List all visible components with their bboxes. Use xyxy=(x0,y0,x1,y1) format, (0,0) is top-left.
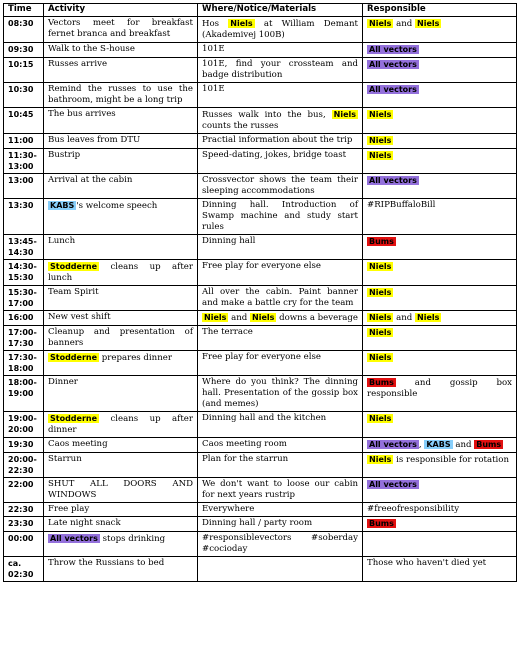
cell-text: #responsiblevectors #soberday #cocioday xyxy=(202,533,358,554)
responsible-cell xyxy=(363,438,517,453)
yellow-highlight: Niels xyxy=(230,19,253,28)
yellow-highlight: Niels xyxy=(369,136,392,145)
yellow-highlight: Niels xyxy=(417,313,440,322)
where-cell xyxy=(198,43,363,58)
time-text: 19:00 xyxy=(8,389,34,398)
cell-text: Dinning hall / party room xyxy=(202,518,313,528)
time-text: 00:00 xyxy=(8,534,34,543)
cell-text: SHUT ALL DOORS AND WINDOWS xyxy=(48,479,193,500)
responsible-cell xyxy=(363,453,517,478)
purple-highlight: All vectors xyxy=(369,176,417,185)
time-cell xyxy=(4,376,44,412)
table-row xyxy=(4,286,517,311)
table-row xyxy=(4,438,517,453)
time-cell xyxy=(4,134,44,149)
yellow-highlight: Niels xyxy=(417,19,440,28)
cell-text: Caos meeting xyxy=(48,439,108,449)
time-cell xyxy=(4,260,44,286)
where-cell xyxy=(198,134,363,149)
time-cell xyxy=(4,311,44,326)
responsible-cell xyxy=(363,351,517,376)
cell-text: Starrun xyxy=(48,454,82,464)
yellow-highlight: Niels xyxy=(369,328,392,337)
time-cell xyxy=(4,174,44,199)
purple-highlight: All vectors xyxy=(369,60,417,69)
time-text: 14:30- xyxy=(8,262,37,271)
time-text: 22:30 xyxy=(8,505,34,514)
yellow-highlight: Niels xyxy=(369,19,392,28)
where-cell xyxy=(198,557,363,582)
activity-cell xyxy=(44,43,198,58)
time-cell xyxy=(4,453,44,478)
purple-highlight: All vectors xyxy=(50,534,98,543)
cell-text: Crossvector shows the team their sleeping accommodations xyxy=(202,175,358,196)
cell-text: and xyxy=(452,440,475,450)
responsible-cell xyxy=(363,83,517,108)
cell-text: Arrival at the cabin xyxy=(48,175,133,185)
time-cell xyxy=(4,326,44,351)
cell-text: is responsible for rotation xyxy=(393,455,510,465)
cell-text: and xyxy=(393,19,415,29)
time-cell xyxy=(4,351,44,376)
where-cell xyxy=(198,503,363,517)
time-text: 15:30 xyxy=(8,273,34,282)
purple-highlight: All vectors xyxy=(369,440,417,449)
cell-text: Bus leaves from DTU xyxy=(48,135,141,145)
time-text: 23:30 xyxy=(8,519,34,528)
time-cell xyxy=(4,149,44,174)
activity-cell xyxy=(44,149,198,174)
time-text: 10:45 xyxy=(8,110,34,119)
yellow-highlight: Niels xyxy=(369,313,392,322)
blue-highlight: KABS xyxy=(426,440,451,449)
cell-text: Russes arrive xyxy=(48,59,108,69)
time-cell xyxy=(4,286,44,311)
table-row xyxy=(4,517,517,532)
cell-text: Cleanup and presentation of banners xyxy=(48,327,193,348)
yellow-highlight: Niels xyxy=(252,313,275,322)
activity-cell xyxy=(44,438,198,453)
cell-text: Where do you think? The dinning hall. Presentation of the gossip box (and memes) xyxy=(202,377,358,409)
cell-text: 101E xyxy=(202,44,225,54)
yellow-highlight: Niels xyxy=(369,455,392,464)
table-row xyxy=(4,532,517,557)
time-cell xyxy=(4,199,44,235)
table-row xyxy=(4,351,517,376)
responsible-cell xyxy=(363,17,517,43)
yellow-highlight: Niels xyxy=(333,110,356,119)
responsible-cell xyxy=(363,532,517,557)
where-cell xyxy=(198,58,363,83)
time-text: 09:30 xyxy=(8,45,34,54)
time-text: 13:30 xyxy=(8,201,34,210)
cell-text: counts the russes xyxy=(202,121,279,131)
cell-text: Bustrip xyxy=(48,150,81,160)
cell-text: Team Spirit xyxy=(48,287,99,297)
cell-text: Dinning hall xyxy=(202,236,256,246)
where-cell xyxy=(198,453,363,478)
responsible-cell xyxy=(363,235,517,260)
where-cell xyxy=(198,260,363,286)
where-cell xyxy=(198,199,363,235)
responsible-cell xyxy=(363,326,517,351)
where-cell xyxy=(198,83,363,108)
time-cell xyxy=(4,17,44,43)
cell-text: and gossip box responsible xyxy=(367,378,512,399)
time-text: 10:15 xyxy=(8,60,34,69)
time-text: 19:00- xyxy=(8,414,37,423)
cell-text: and xyxy=(393,313,415,323)
time-text: 19:30 xyxy=(8,440,34,449)
cell-text: All over the cabin. Paint banner and make a battle cry for the team xyxy=(202,287,358,308)
cell-text: Dinning hall. Introduction of Swamp machine and study start rules xyxy=(202,200,358,232)
cell-text: downs a beverage xyxy=(276,313,359,323)
cell-text: cleans up after lunch xyxy=(48,262,193,283)
responsible-cell xyxy=(363,286,517,311)
cell-text: Free play xyxy=(48,504,90,514)
time-text: 20:00 xyxy=(8,425,34,434)
table-row xyxy=(4,83,517,108)
time-cell xyxy=(4,83,44,108)
time-text: 02:30 xyxy=(8,570,34,579)
time-text: 13:00 xyxy=(8,162,34,171)
responsible-cell xyxy=(363,43,517,58)
table-row xyxy=(4,260,517,286)
cell-text: #RIPBuffaloBill xyxy=(367,200,436,210)
responsible-cell xyxy=(363,517,517,532)
activity-cell xyxy=(44,517,198,532)
activity-cell xyxy=(44,286,198,311)
where-cell xyxy=(198,17,363,43)
table-row xyxy=(4,412,517,438)
table-row xyxy=(4,17,517,43)
where-cell xyxy=(198,174,363,199)
time-cell xyxy=(4,557,44,582)
time-text: 18:00 xyxy=(8,364,34,373)
purple-highlight: All vectors xyxy=(369,85,417,94)
time-text: 17:00- xyxy=(8,328,37,337)
responsible-cell xyxy=(363,199,517,235)
yellow-highlight: Niels xyxy=(369,288,392,297)
time-cell xyxy=(4,412,44,438)
yellow-highlight: Niels xyxy=(369,151,392,160)
header-time: Time xyxy=(4,4,44,17)
time-text: 20:00- xyxy=(8,455,37,464)
activity-cell xyxy=(44,260,198,286)
yellow-highlight: Niels xyxy=(204,313,227,322)
responsible-cell xyxy=(363,503,517,517)
table-row xyxy=(4,453,517,478)
cell-text: Lunch xyxy=(48,236,76,246)
cell-text: Speed-dating, jokes, bridge toast xyxy=(202,150,347,160)
activity-cell xyxy=(44,503,198,517)
cell-text: New vest shift xyxy=(48,312,111,322)
where-cell xyxy=(198,286,363,311)
time-text: ca. xyxy=(8,559,22,568)
time-cell xyxy=(4,438,44,453)
time-cell xyxy=(4,517,44,532)
where-cell xyxy=(198,478,363,503)
red-highlight: Bums xyxy=(369,237,394,246)
table-row xyxy=(4,58,517,83)
cell-text: Caos meeting room xyxy=(202,439,287,449)
time-cell xyxy=(4,478,44,503)
time-text: 18:00- xyxy=(8,378,37,387)
responsible-cell xyxy=(363,557,517,582)
yellow-highlight: Stodderne xyxy=(50,262,98,271)
purple-highlight: All vectors xyxy=(369,480,417,489)
where-cell xyxy=(198,351,363,376)
time-text: 13:00 xyxy=(8,176,34,185)
where-cell xyxy=(198,235,363,260)
where-cell xyxy=(198,532,363,557)
activity-cell xyxy=(44,412,198,438)
cell-text: Free play for everyone else xyxy=(202,261,321,271)
yellow-highlight: Niels xyxy=(369,353,392,362)
responsible-cell xyxy=(363,478,517,503)
responsible-cell xyxy=(363,412,517,438)
table-row xyxy=(4,478,517,503)
cell-text: Free play for everyone else xyxy=(202,352,321,362)
cell-text: The bus arrives xyxy=(48,109,116,119)
table-row xyxy=(4,134,517,149)
time-text: 15:30- xyxy=(8,288,37,297)
cell-text: stops drinking xyxy=(99,534,166,544)
schedule-table xyxy=(3,3,517,582)
time-text: 17:30- xyxy=(8,353,37,362)
red-highlight: Bums xyxy=(369,378,394,387)
activity-cell xyxy=(44,376,198,412)
responsible-cell xyxy=(363,58,517,83)
cell-text: Plan for the starrun xyxy=(202,454,289,464)
where-cell xyxy=(198,311,363,326)
responsible-cell xyxy=(363,174,517,199)
time-text: 16:00 xyxy=(8,313,34,322)
red-highlight: Bums xyxy=(476,440,502,449)
table-row xyxy=(4,326,517,351)
yellow-highlight: Stodderne xyxy=(50,353,98,362)
cell-text: prepares dinner xyxy=(99,353,172,363)
blue-highlight: KABS xyxy=(50,201,75,210)
cell-text: 101E xyxy=(202,84,225,94)
where-cell xyxy=(198,517,363,532)
time-text: 13:45- xyxy=(8,237,37,246)
cell-text: Vectors meet for breakfast fernet branca and breakfast xyxy=(48,18,193,39)
cell-text: Throw the Russians to bed xyxy=(48,558,165,568)
yellow-highlight: Stodderne xyxy=(50,414,98,423)
cell-text: , xyxy=(418,440,425,450)
activity-cell xyxy=(44,134,198,149)
cell-text: Remind the russes to use the bathroom, might be a long trip xyxy=(48,84,193,105)
responsible-cell xyxy=(363,134,517,149)
time-text: 14:30 xyxy=(8,248,34,257)
time-cell xyxy=(4,503,44,517)
activity-cell xyxy=(44,174,198,199)
time-text: 22:30 xyxy=(8,466,34,475)
cell-text: Late night snack xyxy=(48,518,121,528)
responsible-cell xyxy=(363,260,517,286)
activity-cell xyxy=(44,235,198,260)
time-text: 17:30 xyxy=(8,339,34,348)
responsible-cell xyxy=(363,108,517,134)
activity-cell xyxy=(44,351,198,376)
time-text: 22:00 xyxy=(8,480,34,489)
table-row xyxy=(4,503,517,517)
activity-cell xyxy=(44,453,198,478)
time-cell xyxy=(4,58,44,83)
table-row xyxy=(4,235,517,260)
table-row xyxy=(4,108,517,134)
yellow-highlight: Niels xyxy=(369,414,392,423)
table-row xyxy=(4,174,517,199)
time-cell xyxy=(4,108,44,134)
cell-text: Walk to the S-house xyxy=(48,44,135,54)
table-row xyxy=(4,43,517,58)
time-text: 11:00 xyxy=(8,136,34,145)
table-row xyxy=(4,557,517,582)
cell-text: Those who haven't died yet xyxy=(367,558,487,568)
time-text: 17:00 xyxy=(8,299,34,308)
time-cell xyxy=(4,235,44,260)
header-where: Where/Notice/Materials xyxy=(198,4,363,17)
cell-text: The terrace xyxy=(202,327,253,337)
responsible-cell xyxy=(363,311,517,326)
time-text: 08:30 xyxy=(8,19,34,28)
cell-text: 101E, find your crossteam and badge distribution xyxy=(202,59,358,80)
activity-cell xyxy=(44,17,198,43)
responsible-cell xyxy=(363,149,517,174)
activity-cell xyxy=(44,199,198,235)
purple-highlight: All vectors xyxy=(369,45,417,54)
where-cell xyxy=(198,438,363,453)
time-text: 10:30 xyxy=(8,85,34,94)
cell-text: cleans up after dinner xyxy=(48,414,193,435)
where-cell xyxy=(198,149,363,174)
yellow-highlight: Niels xyxy=(369,110,392,119)
where-cell xyxy=(198,108,363,134)
cell-text: Everywhere xyxy=(202,504,255,514)
cell-text: #freeofresponsibility xyxy=(367,504,460,514)
schedule-page xyxy=(3,3,516,582)
cell-text: Russes walk into the bus, xyxy=(202,110,332,120)
time-cell xyxy=(4,43,44,58)
activity-cell xyxy=(44,532,198,557)
table-row xyxy=(4,199,517,235)
activity-cell xyxy=(44,58,198,83)
activity-cell xyxy=(44,311,198,326)
table-row xyxy=(4,376,517,412)
responsible-cell xyxy=(363,376,517,412)
cell-text: Practial information about the trip xyxy=(202,135,353,145)
where-cell xyxy=(198,412,363,438)
red-highlight: Bums xyxy=(369,519,394,528)
cell-text: Hos xyxy=(202,19,229,29)
yellow-highlight: Niels xyxy=(369,262,392,271)
table-row xyxy=(4,311,517,326)
cell-text: at William Demant (Akademivej 100B) xyxy=(202,19,358,40)
header-row xyxy=(4,4,517,17)
cell-text: 's welcome speech xyxy=(76,201,158,211)
activity-cell xyxy=(44,478,198,503)
cell-text: Dinning hall and the kitchen xyxy=(202,413,327,423)
where-cell xyxy=(198,376,363,412)
time-cell xyxy=(4,532,44,557)
schedule-body xyxy=(4,17,517,582)
cell-text: and xyxy=(228,313,250,323)
where-cell xyxy=(198,326,363,351)
header-responsible: Responsible xyxy=(363,4,517,17)
time-text: 11:30- xyxy=(8,151,37,160)
activity-cell xyxy=(44,83,198,108)
cell-text: Dinner xyxy=(48,377,78,387)
activity-cell xyxy=(44,326,198,351)
cell-text: We don't want to loose our cabin for next years rustrip xyxy=(202,479,358,500)
activity-cell xyxy=(44,557,198,582)
table-row xyxy=(4,149,517,174)
activity-cell xyxy=(44,108,198,134)
header-activity: Activity xyxy=(44,4,198,17)
